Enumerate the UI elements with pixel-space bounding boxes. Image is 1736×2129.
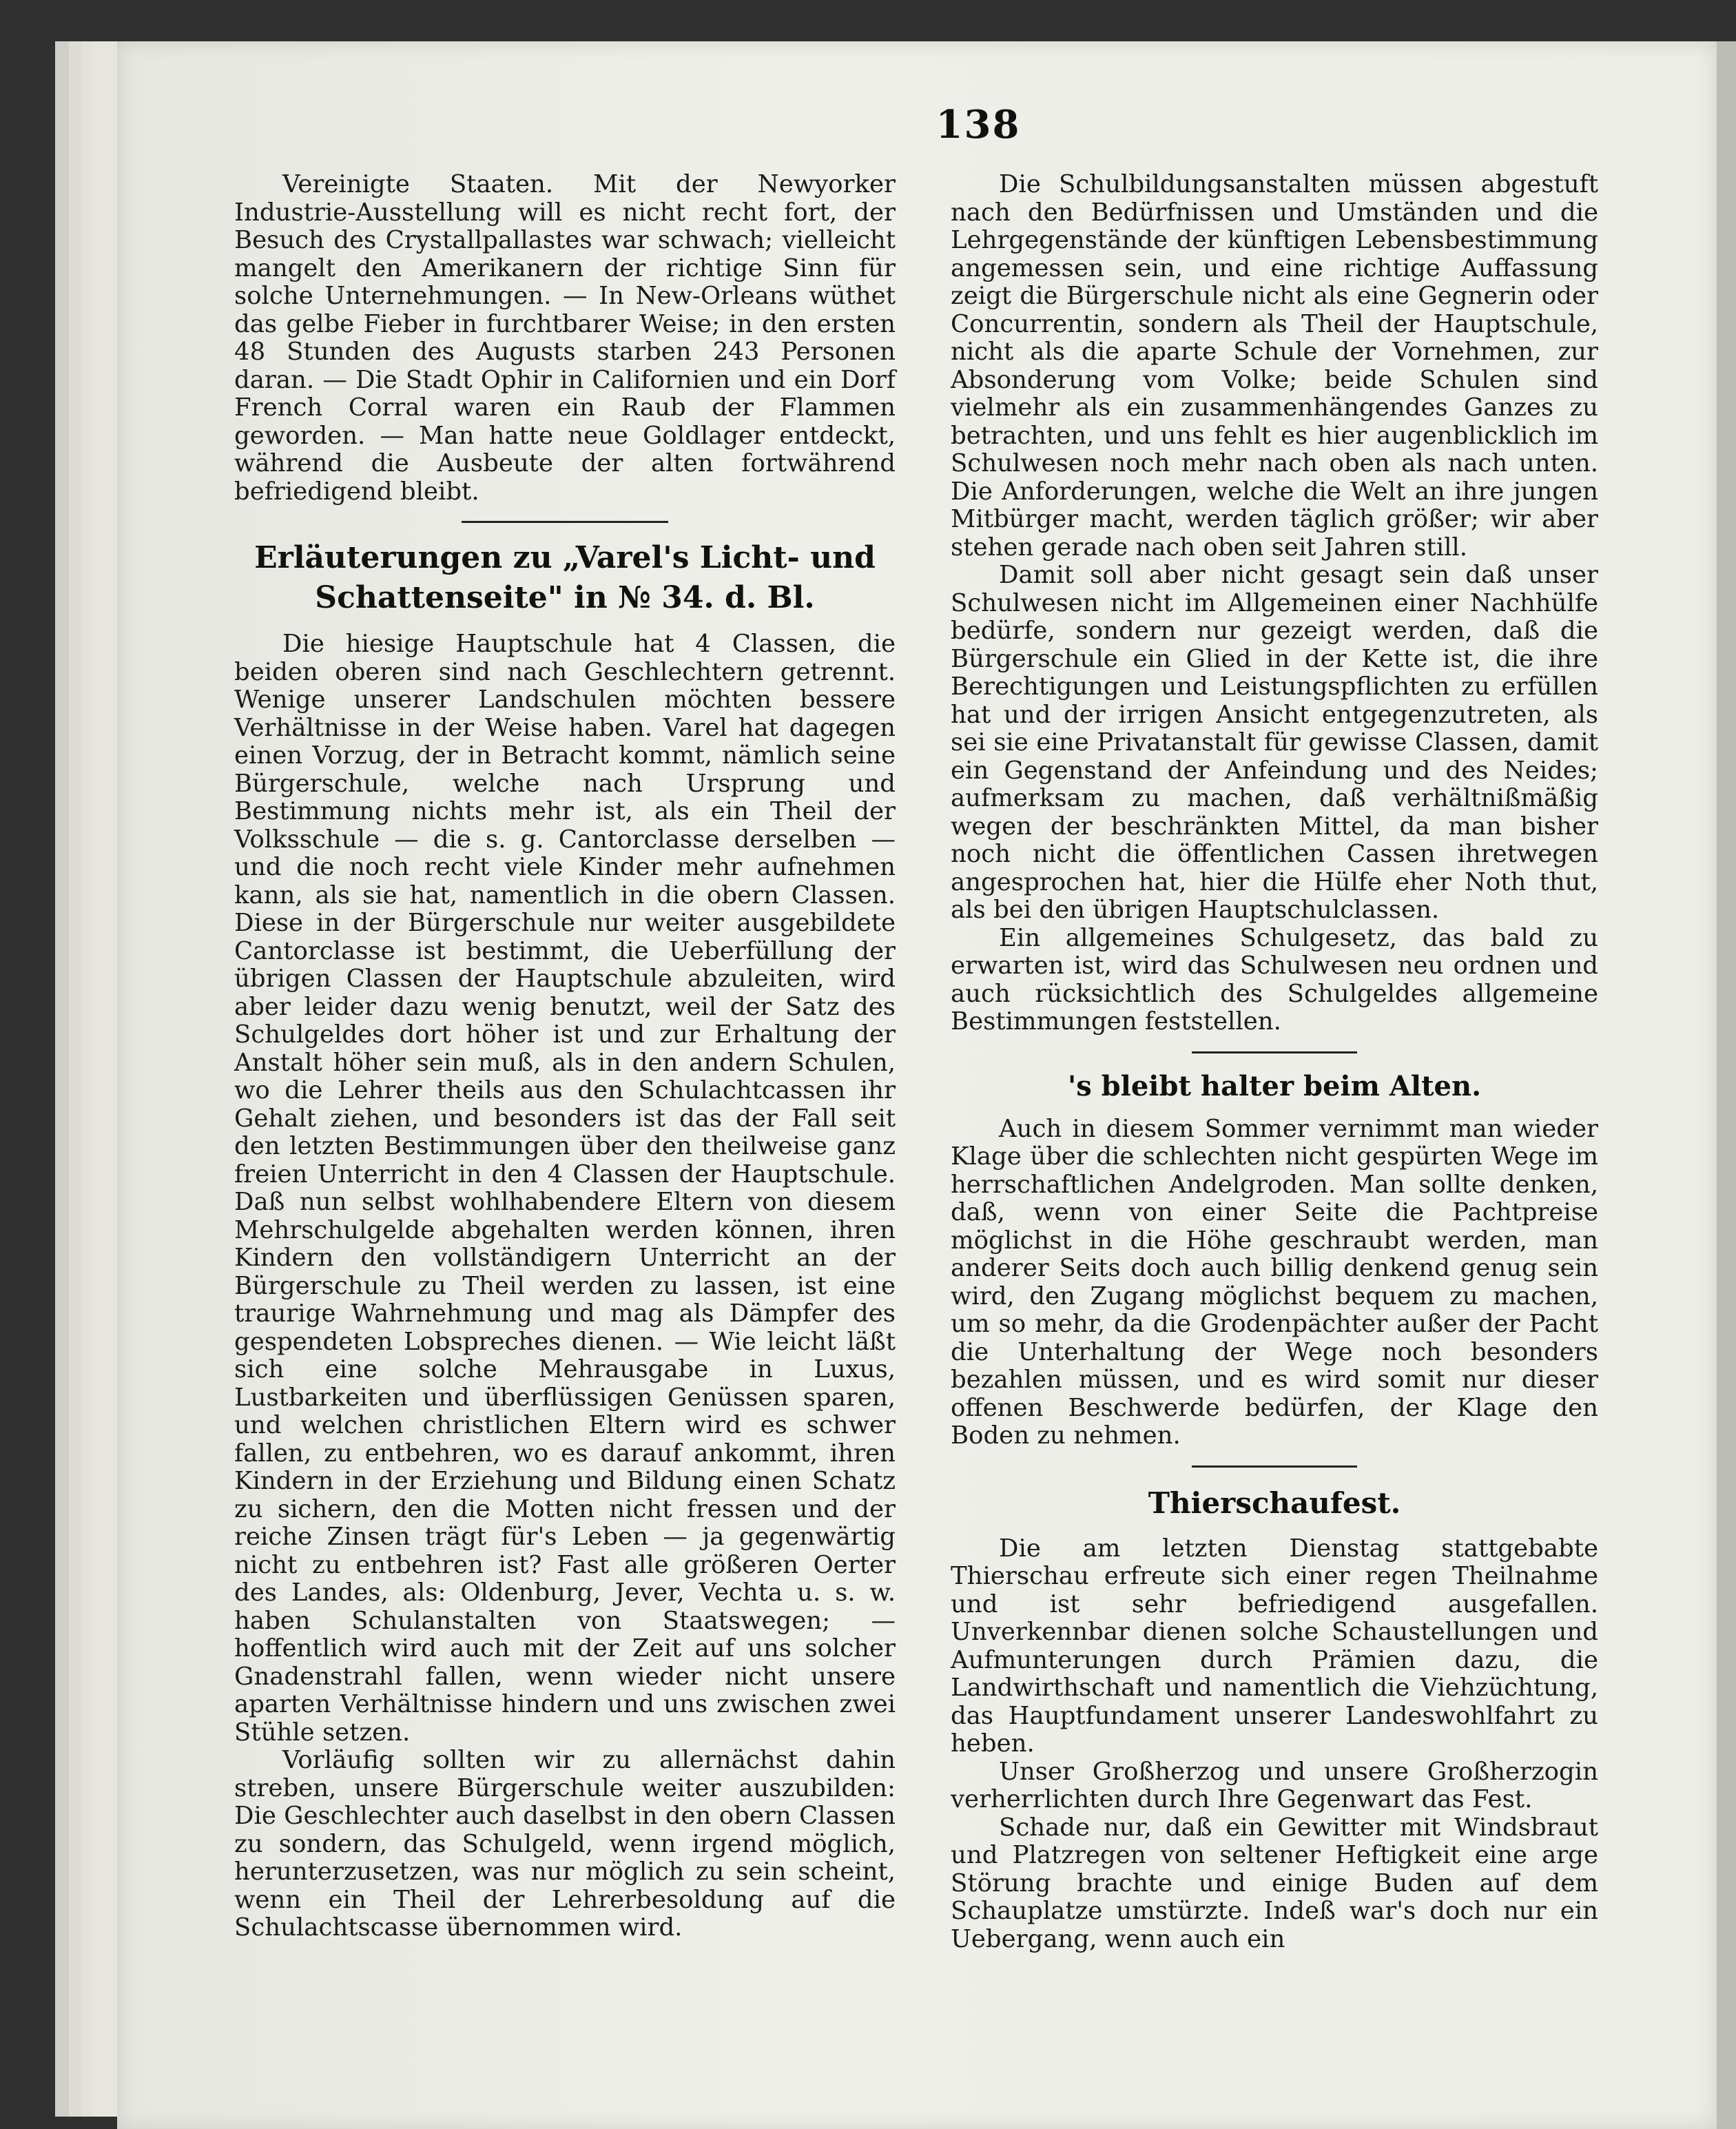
left-column [234,171,896,1942]
paragraph-schulbildung: Die Schulbildungsanstalten müssen abgestuft nach den Bedürfnissen und Umständen und die Lehrgegenstände der künftigen Lebensbestimmung angemessen sein, und eine richtige Auffassung zeigt die Bürgerschule nicht als eine Gegnerin oder Concurrentin, sondern als Theil der Hauptschule, nicht als die aparte Schule der Vornehmen, zur Absonderung vom Volke; beide Schulen sind vielmehr als ein zusammenhängendes Ganzes zu betrachten, und uns fehlt es hier augenblicklich im Schulwesen noch mehr nach oben als nach unten. Die Anforderungen, welche die Welt an ihre jungen Mitbürger macht, werden täglich größer; wir aber stehen gerade nach oben seit Jahren still. [951,170,1598,562]
paragraph-damit: Damit soll aber nicht gesagt sein daß unser Schulwesen nicht im Allgemeinen einer Nachhülfe bedürfe, sondern nur gezeigt werden, daß die Bürgerschule ein Glied in der Kette ist, die ihre Berechtigungen und Leistungspflichten zu erfüllen hat und der irrigen Ansicht entgegenzutreten, als sei sie eine Privatanstalt für gewisse Classen, damit ein Gegenstand der Anfeindung und des Neides; aufmerksam zu machen, daß verhältnißmäßig wegen der beschränkten Mittel, da man bisher noch nicht die öffentlichen Cassen ihretwegen angesprochen hat, hier die Hülfe eher Noth thut, als bei den übrigen Hauptschulclassen. [951,561,1598,924]
paragraph-dienstag: Die am letzten Dienstag stattgebabte Thierschau erfreute sich einer regen Theilnahme und ist sehr befriedigend ausgefallen. Unverkennbar dienen solche Schaustellungen und Aufmunterungen durch Prämien dazu, die Landwirthschaft und namentlich die Viehzüchtung, das Hauptfundament unserer Landeswohlfahrt zu heben. [951,1534,1598,1758]
paragraph-hauptschule: Die hiesige Hauptschule hat 4 Classen, die beiden oberen sind nach Geschlechtern getrennt. Wenige unserer Landschulen möchten bessere Verhältnisse in der Weise haben. Varel hat dagegen einen Vorzug, der in Betracht kommt, nämlich seine Bürgerschule, welche nach Ursprung und Bestimmung nichts mehr ist, als ein Theil der Volksschule — die s. g. Cantorclasse derselben — und die noch recht viele Kinder mehr aufnehmen kann, als sie hat, namentlich in die obern Classen. Diese in der Bürgerschule nur weiter ausgebildete Cantorclasse ist bestimmt, die Ueberfüllung der übrigen Classen der Hauptschule abzuleiten, wird aber leider dazu wenig benutzt, weil der Satz des Schulgeldes dort höher ist und zur Erhaltung der Anstalt höher sein muß, als in den andern Schulen, wo die Lehrer theils aus den Schulachtcassen ihr Gehalt ziehen, und besonders ist das der Fall seit den letzten Bestimmungen über den theilweise ganz freien Unterricht in den 4 Classen der Hauptschule. Daß nun selbst wohlhabendere Eltern von diesem Mehrschulgelde abgehalten werden können, ihren Kindern den vollständigern Unterricht an der Bürgerschule zu Theil werden zu lassen, ist eine traurige Wahrnehmung und mag als Dämpfer des gespendeten Lobspreches dienen. — Wie leicht läßt sich eine solche Mehrausgabe in Luxus, Lustbarkeiten und überflüssigen Genüssen sparen, und welchen christlichen Eltern wird es schwer fallen, zu entbehren, wo es darauf ankommt, ihren Kindern in der Erziehung und Bildung einen Schatz zu sichern, den die Motten nicht fressen und der reiche Zinsen trägt für's Leben — ja gegenwärtig nicht zu entbehren ist? Fast alle größeren Oerter des Landes, als: Oldenburg, Jever, Vechta u. s. w. haben Schulanstalten von Staatswegen; — hoffentlich wird auch mit der Zeit auf uns solcher Gnadenstrahl fallen, wenn wieder nicht unsere aparten Verhältnisse hindern und uns zwischen zwei Stühle setzen. [234,630,896,1747]
section-divider [1192,1465,1357,1468]
section-divider [462,521,668,523]
article-heading-erlaeuterungen [234,538,896,618]
page-number: 138 [936,102,1021,147]
heading-line: Erläuterungen zu „Varel's Licht- und [254,540,876,575]
section-divider [1192,1051,1357,1053]
heading-line: Schattenseite" in № 34. d. Bl. [315,580,815,615]
article-heading-thierschaufest: Thierschaufest. [1148,1485,1401,1520]
paragraph-sommer: Auch in diesem Sommer vernimmt man wieder Klage über die schlechten nicht gespürten Wege im herrschaftlichen Andelgroden. Man sollte denken, daß, wenn von einer Seite die Pachtpreise möglichst in die Höhe geschraubt werden, man anderer Seits doch auch billig denkend genug sein wird, den Zugang möglichst bequem zu machen, um so mehr, da die Grodenpächter außer der Pacht die Unterhaltung der Wege noch besonders bezahlen müssen, und es wird somit nur dieser offenen Beschwerde bedürfen, der Klage den Boden zu nehmen. [951,1114,1598,1450]
paragraph-vorlaeufig: Vorläufig sollten wir zu allernächst dahin streben, unsere Bürgerschule weiter auszubilden: Die Geschlechter auch daselbst in den obern Classen zu sondern, das Schulgeld, wenn irgend möglich, herunterzusetzen, was nur möglich zu sein scheint, wenn ein Theil der Lehrerbesoldung auf die Schulachtscasse übernommen wird. [234,1746,896,1942]
right-column [951,171,1598,1953]
article-heading-alten: 's bleibt halter beim Alten. [1067,1069,1482,1102]
paragraph-grossherzog: Unser Großherzog und unsere Großherzogin verherrlichten durch Ihre Gegenwart das Fest. [951,1757,1598,1813]
paragraph-schulgesetz: Ein allgemeines Schulgesetz, das bald zu erwarten ist, wird das Schulwesen neu ordnen und auch rücksichtlich des Schulgeldes allgemeine Bestimmungen feststellen. [951,923,1598,1036]
article-vereinigte-staaten: Vereinigte Staaten. Mit der Newyorker Industrie-Ausstellung will es nicht recht fort, der Besuch des Crystallpallastes war schwach; vielleicht mangelt den Amerikanern der richtige Sinn für solche Unternehmungen. — In New-Orleans wüthet das gelbe Fieber in furchtbarer Weise; in den ersten 48 Stunden des Augusts starben 243 Personen daran. — Die Stadt Ophir in Californien und ein Dorf French Corral waren ein Raub der Flammen geworden. — Man hatte neue Goldlager entdeckt, während die Ausbeute der alten fortwährend befriedigend bleibt. [234,170,896,506]
paragraph-gewitter: Schade nur, daß ein Gewitter mit Windsbraut und Platzregen von seltener Heftigkeit eine arge Störung brachte und einige Buden auf dem Schauplatze umstürzte. Indeß war's doch nur ein Uebergang, wenn auch ein [951,1813,1598,1953]
book-spine-shadow [1717,41,1736,2129]
